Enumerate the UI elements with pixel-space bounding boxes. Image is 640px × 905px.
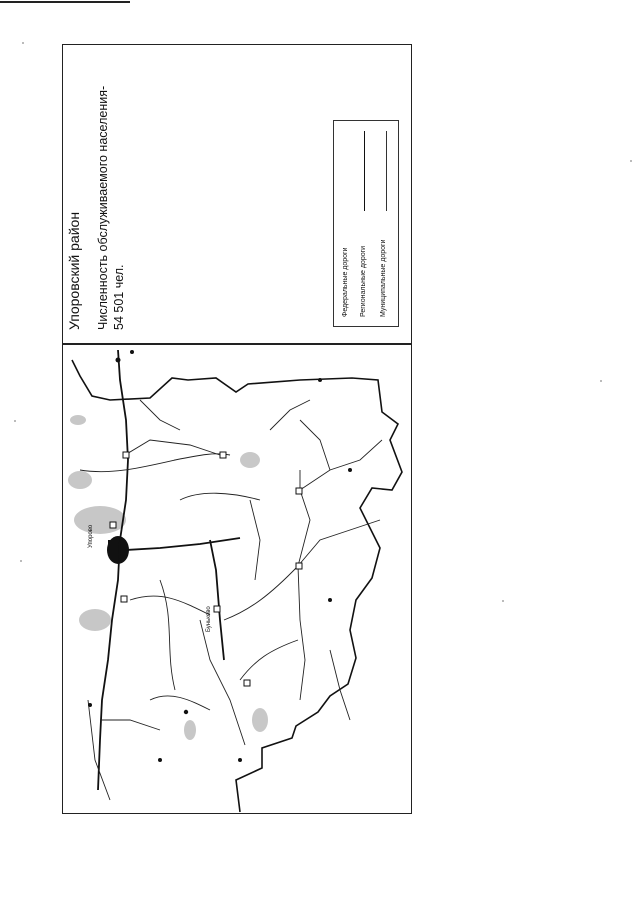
regional-roads <box>98 350 240 790</box>
scan-dot <box>22 42 24 44</box>
population-value: 54 501 чел. <box>112 264 126 330</box>
scan-dot <box>14 420 16 422</box>
scan-dot <box>20 560 22 562</box>
settlement-label-uporovo: Упорово <box>88 524 94 548</box>
scan-dot <box>630 160 632 162</box>
district-border <box>72 360 402 812</box>
scan-dot <box>502 600 504 602</box>
legend-municipal-label: Муниципальные дороги <box>380 239 387 317</box>
scan-dot <box>600 380 602 382</box>
town-uporovo <box>107 536 129 564</box>
district-title: Упоровский район <box>66 211 82 330</box>
settlement-label-bunkovo: Буньково <box>206 606 212 632</box>
urban-areas <box>68 415 268 740</box>
legend-regional-label: Региональные дороги <box>360 245 367 317</box>
population-label: Численность обслуживаемого населения- <box>96 85 110 330</box>
legend-federal-label: Федеральные дороги <box>342 247 349 317</box>
